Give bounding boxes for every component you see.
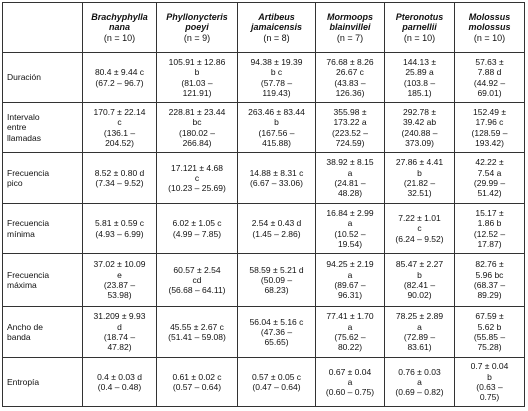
cell-value-line: 39.42 ab xyxy=(402,117,437,128)
species-name-line: blainvillei xyxy=(329,22,371,33)
cell-value-line: 228.81 ± 23.44 xyxy=(168,106,226,117)
row-label-line: banda xyxy=(7,332,31,342)
cell-value-line: 144.13 ± xyxy=(402,56,437,67)
data-cell xyxy=(238,307,316,358)
table-row xyxy=(3,153,525,204)
column-header xyxy=(385,3,455,53)
cell-value-line: 75.28) xyxy=(477,342,502,353)
data-cell xyxy=(157,204,238,254)
cell-value-line: a xyxy=(347,376,353,387)
cell-value-line: (43.83 – xyxy=(334,77,366,88)
row-label-line: entre xyxy=(7,122,27,133)
cell-value-line: (24.81 – xyxy=(334,178,366,188)
cell-value-line: 90.02) xyxy=(407,290,432,301)
sample-size: (n = 7) xyxy=(336,32,364,43)
cell-value-line: 1.86 b xyxy=(477,218,502,229)
cell-value-line: 60.57 ± 2.54 xyxy=(173,264,221,275)
table-row xyxy=(3,307,525,358)
cell-value-line: 56.04 ± 5.16 c xyxy=(249,316,304,327)
cell-value-line: (223.52 – xyxy=(332,127,368,138)
data-cell xyxy=(316,307,385,358)
data-cell xyxy=(455,53,525,103)
cell-value-line: 83.61) xyxy=(407,342,432,353)
column-header xyxy=(83,3,157,53)
cell-value-line: 121.91) xyxy=(182,87,212,98)
table-row xyxy=(3,204,525,254)
cell-value-line: 68.23) xyxy=(264,285,289,296)
cell-value-line: (57.78 – xyxy=(260,77,293,88)
data-cell xyxy=(83,307,157,358)
cell-value-line: (55.85 – xyxy=(473,332,506,342)
data-cell xyxy=(238,254,316,307)
data-cell xyxy=(83,358,157,407)
cell-value-line: 80.22) xyxy=(337,342,363,353)
cell-value-line: 16.84 ± 2.99 xyxy=(326,207,374,218)
cell-value-line: c xyxy=(117,117,122,128)
row-label xyxy=(3,307,83,358)
species-name-line: Artibeus xyxy=(258,11,295,22)
data-cell xyxy=(316,204,385,254)
data-cell xyxy=(316,103,385,153)
cell-value-line: (89.67 – xyxy=(334,280,366,290)
data-cell xyxy=(385,358,455,407)
data-cell xyxy=(83,103,157,153)
data-cell xyxy=(385,53,455,103)
cell-value-line: 2.54 ± 0.43 d xyxy=(251,218,302,229)
cell-value-line: (240.88 – xyxy=(401,127,438,138)
sample-size: (n = 10) xyxy=(473,32,506,43)
cell-value-line: 0.61 ± 0.02 c xyxy=(172,371,222,382)
row-label-line: máxima xyxy=(7,280,37,290)
data-cell xyxy=(238,103,316,153)
cell-value-line: a xyxy=(347,321,353,332)
cell-value-line: (44.92 – xyxy=(473,77,506,88)
cell-value-line: 292.78 ± xyxy=(402,106,437,117)
cell-value-line: (180.02 – xyxy=(179,127,215,138)
cell-value-line: 7.54 a xyxy=(477,167,502,178)
cell-value-line: (56.68 – 64.11) xyxy=(168,285,226,296)
data-cell xyxy=(157,307,238,358)
cell-value-line: 204.52) xyxy=(105,137,134,148)
cell-value-line: 0.4 ± 0.03 d xyxy=(97,371,142,382)
cell-value-line: 76.68 ± 8.26 xyxy=(326,56,374,67)
cell-value-line: 6.02 ± 1.05 c xyxy=(172,218,222,229)
cell-value-line: 17.87) xyxy=(477,238,502,249)
row-label xyxy=(3,358,83,407)
row-label-line: llamadas xyxy=(7,132,42,143)
cell-value-line: 724.59) xyxy=(335,137,365,148)
cell-value-line: (10.52 – xyxy=(334,228,366,239)
cell-value-line: 53.98) xyxy=(107,290,132,301)
row-label-line: mínima xyxy=(7,228,35,239)
cell-value-line: 82.76 ± xyxy=(475,259,504,270)
cell-value-line: 47.82) xyxy=(107,342,132,353)
cell-value-line: 94.38 ± 19.39 xyxy=(250,56,303,67)
species-name-line: Phyllonycteris xyxy=(166,11,228,22)
cell-value-line: 7.88 d xyxy=(477,67,502,78)
cell-value-line: (29.99 – xyxy=(473,178,506,188)
cell-value-line: 0.75) xyxy=(479,392,500,403)
cell-value-line: 14.88 ± 8.31 c xyxy=(249,167,304,178)
cell-value-line: 94.25 ± 2.19 xyxy=(326,259,374,270)
data-cell xyxy=(385,103,455,153)
column-header xyxy=(238,3,316,53)
cell-value-line: 48.28) xyxy=(337,188,363,199)
sample-size: (n = 8) xyxy=(263,32,290,43)
row-label-line: Frecuencia xyxy=(7,218,50,229)
data-table xyxy=(2,2,525,407)
cell-value-line: 38.92 ± 8.15 xyxy=(326,157,374,168)
cell-value-line: 8.52 ± 0.80 d xyxy=(94,167,145,178)
cell-value-line: (103.8 – xyxy=(403,77,436,88)
data-cell xyxy=(316,153,385,204)
data-cell xyxy=(385,254,455,307)
header-row xyxy=(3,3,525,53)
cell-value-line: 57.63 ± xyxy=(475,56,504,67)
cell-value-line: 77.41 ± 1.70 xyxy=(326,311,374,322)
column-header xyxy=(455,3,525,53)
cell-value-line: a xyxy=(347,269,353,280)
data-cell xyxy=(157,254,238,307)
data-cell xyxy=(316,53,385,103)
cell-value-line: (75.62 – xyxy=(334,332,366,342)
cell-value-line: 89.29) xyxy=(477,290,502,301)
row-label-line: Intervalo xyxy=(7,112,40,123)
cell-value-line: (167.56 – xyxy=(258,127,295,138)
cell-value-line: a xyxy=(417,321,422,332)
column-header xyxy=(157,3,238,53)
cell-value-line: (6.24 – 9.52) xyxy=(395,233,444,244)
data-cell xyxy=(238,204,316,254)
cell-value-line: 17.96 c xyxy=(475,117,504,128)
data-cell xyxy=(157,103,238,153)
row-label-line: Ancho de xyxy=(7,321,43,332)
row-label xyxy=(3,254,83,307)
cell-value-line: (1.45 – 2.86) xyxy=(252,228,301,239)
cell-value-line: 32.51) xyxy=(407,188,432,199)
table-body xyxy=(3,53,525,407)
cell-value-line: (7.34 – 9.52) xyxy=(95,178,144,188)
cell-value-line: (23.87 – xyxy=(103,280,136,290)
cell-value-line: 67.59 ± xyxy=(475,311,504,322)
species-name-line: poeyi xyxy=(185,22,209,33)
species-name-line: molossus xyxy=(468,22,511,33)
cell-value-line: (12.52 – xyxy=(473,228,506,239)
cell-value-line: (67.2 – 96.7) xyxy=(95,77,144,88)
cell-value-line: 27.86 ± 4.41 xyxy=(395,157,444,168)
cell-value-line: (81.03 – xyxy=(181,77,213,88)
cell-value-line: 185.1) xyxy=(407,87,432,98)
row-label-line: Duración xyxy=(7,72,42,83)
data-cell xyxy=(316,254,385,307)
cell-value-line: 119.43) xyxy=(262,87,291,98)
cell-value-line: 37.02 ± 10.09 xyxy=(93,259,146,270)
cell-value-line: (136.1 – xyxy=(103,127,136,138)
row-label xyxy=(3,53,83,103)
cell-value-line: (18.74 – xyxy=(103,332,136,342)
data-cell xyxy=(385,204,455,254)
cell-value-line: (4.99 – 7.85) xyxy=(172,228,222,239)
cell-value-line: (0.63 – xyxy=(476,382,503,392)
data-cell xyxy=(157,358,238,407)
data-cell xyxy=(83,153,157,204)
cell-value-line: a xyxy=(347,218,353,229)
data-cell xyxy=(238,53,316,103)
cell-value-line: 31.209 ± 9.93 xyxy=(93,311,146,322)
sample-size: (n = 10) xyxy=(403,32,436,43)
species-name-line: Brachyphylla xyxy=(91,11,148,22)
data-cell xyxy=(455,103,525,153)
cell-value-line: c xyxy=(194,172,200,183)
sample-size: (n = 10) xyxy=(103,32,136,43)
cell-value-line: 15.17 ± xyxy=(475,207,504,218)
cell-value-line: 170.7 ± 22.14 xyxy=(93,106,146,117)
cell-value-line: 263.46 ± 83.44 xyxy=(248,106,305,117)
column-header xyxy=(316,3,385,53)
cell-value-line: cd xyxy=(192,274,202,285)
species-name-line: Mormoops xyxy=(327,11,373,22)
species-name-line: Pteronotus xyxy=(395,11,444,22)
data-cell xyxy=(238,153,316,204)
data-cell xyxy=(385,153,455,204)
cell-value-line: a xyxy=(417,376,422,387)
cell-value-line: 0.76 ± 0.03 xyxy=(398,366,441,377)
cell-value-line: 105.91 ± 12.86 xyxy=(168,56,226,67)
data-cell xyxy=(455,204,525,254)
data-cell xyxy=(157,53,238,103)
cell-value-line: (6.67 – 33.06) xyxy=(250,178,303,188)
row-label xyxy=(3,103,83,153)
species-name-line: nana xyxy=(108,22,130,33)
cell-value-line: 0.67 ± 0.04 xyxy=(328,366,372,377)
cell-value-line: (51.41 – 59.08) xyxy=(168,332,226,342)
cell-value-line: 5.96 bc xyxy=(475,269,504,280)
cell-value-line: (4.93 – 6.99) xyxy=(95,228,144,239)
data-cell xyxy=(455,153,525,204)
cell-value-line: 266.84) xyxy=(182,137,212,148)
cell-value-line: 17.121 ± 4.68 xyxy=(171,162,223,173)
cell-value-line: b xyxy=(417,167,422,178)
cell-value-line: 96.31) xyxy=(337,290,363,301)
cell-value-line: 373.09) xyxy=(405,137,434,148)
header-corner-cell xyxy=(3,3,83,53)
data-cell xyxy=(455,358,525,407)
cell-value-line: 152.49 ± xyxy=(472,106,507,117)
row-label xyxy=(3,204,83,254)
cell-value-line: 58.59 ± 5.21 d xyxy=(249,264,304,275)
cell-value-line: 5.81 ± 0.59 c xyxy=(94,218,145,229)
cell-value-line: 19.54) xyxy=(337,238,363,249)
row-label-line: Entropía xyxy=(7,376,40,387)
cell-value-line: 45.55 ± 2.67 c xyxy=(170,321,224,332)
table-header xyxy=(3,3,525,53)
cell-value-line: (68.37 – xyxy=(473,280,506,290)
cell-value-line: b c xyxy=(270,67,283,78)
data-cell xyxy=(455,307,525,358)
cell-value-line: 126.36) xyxy=(335,87,365,98)
row-label xyxy=(3,153,83,204)
cell-value-line: 80.4 ± 9.44 c xyxy=(94,67,145,78)
cell-value-line: 78.25 ± 2.89 xyxy=(395,311,444,322)
cell-value-line: bc xyxy=(192,117,202,128)
cell-value-line: b xyxy=(487,371,492,382)
cell-value-line: (47.36 – xyxy=(260,326,293,337)
cell-value-line: (0.47 – 0.64) xyxy=(252,382,301,392)
data-cell xyxy=(385,307,455,358)
data-cell xyxy=(83,254,157,307)
row-label-line: pico xyxy=(7,178,23,188)
cell-value-line: (72.89 – xyxy=(403,332,436,342)
cell-value-line: (21.82 – xyxy=(403,178,436,188)
row-label-line: Frecuencia xyxy=(7,167,50,178)
data-cell xyxy=(455,254,525,307)
cell-value-line: 42.22 ± xyxy=(475,157,504,168)
data-cell xyxy=(157,153,238,204)
cell-value-line: 0.7 ± 0.04 xyxy=(470,361,509,372)
cell-value-line: (10.23 – 25.69) xyxy=(168,183,226,194)
cell-value-line: (50.09 – xyxy=(260,274,293,285)
cell-value-line: b xyxy=(417,269,422,280)
cell-value-line: b xyxy=(274,117,279,128)
cell-value-line: 5.62 b xyxy=(477,321,502,332)
cell-value-line: 355.98 ± xyxy=(333,106,367,117)
sample-size: (n = 9) xyxy=(183,32,211,43)
cell-value-line: 51.42) xyxy=(477,188,502,199)
cell-value-line: d xyxy=(117,321,122,332)
row-label-line: Frecuencia xyxy=(7,269,50,280)
cell-value-line: 25.89 a xyxy=(405,67,434,78)
cell-value-line: (0.57 – 0.64) xyxy=(172,382,222,392)
cell-value-line: 69.01) xyxy=(477,87,502,98)
cell-value-line: 193.42) xyxy=(475,137,504,148)
cell-value-line: (128.59 – xyxy=(471,127,508,138)
table-row xyxy=(3,53,525,103)
cell-value-line: 26.67 c xyxy=(336,67,364,78)
cell-value-line: b xyxy=(194,67,200,78)
species-name-line: jamaicensis xyxy=(250,22,303,33)
cell-value-line: 85.47 ± 2.27 xyxy=(395,259,444,270)
cell-value-line: 415.88) xyxy=(262,137,291,148)
data-cell xyxy=(83,53,157,103)
species-name-line: Molossus xyxy=(468,11,511,22)
table-row xyxy=(3,254,525,307)
cell-value-line: a xyxy=(347,167,353,178)
table-row xyxy=(3,103,525,153)
cell-value-line: (0.60 – 0.75) xyxy=(325,387,375,398)
cell-value-line: 0.57 ± 0.05 c xyxy=(251,371,302,382)
data-cell xyxy=(83,204,157,254)
cell-value-line: 7.22 ± 1.01 xyxy=(398,213,441,224)
data-cell xyxy=(316,358,385,407)
data-cell xyxy=(238,358,316,407)
cell-value-line: e xyxy=(117,269,122,280)
cell-value-line: (0.4 – 0.48) xyxy=(97,382,142,392)
species-name-line: parnellii xyxy=(402,22,437,33)
cell-value-line: c xyxy=(417,223,422,234)
cell-value-line: (82.41 – xyxy=(403,280,436,290)
cell-value-line: 65.65) xyxy=(264,337,289,348)
cell-value-line: (0.69 – 0.82) xyxy=(395,387,444,398)
table-row xyxy=(3,358,525,407)
cell-value-line: 173.22 a xyxy=(333,117,367,128)
